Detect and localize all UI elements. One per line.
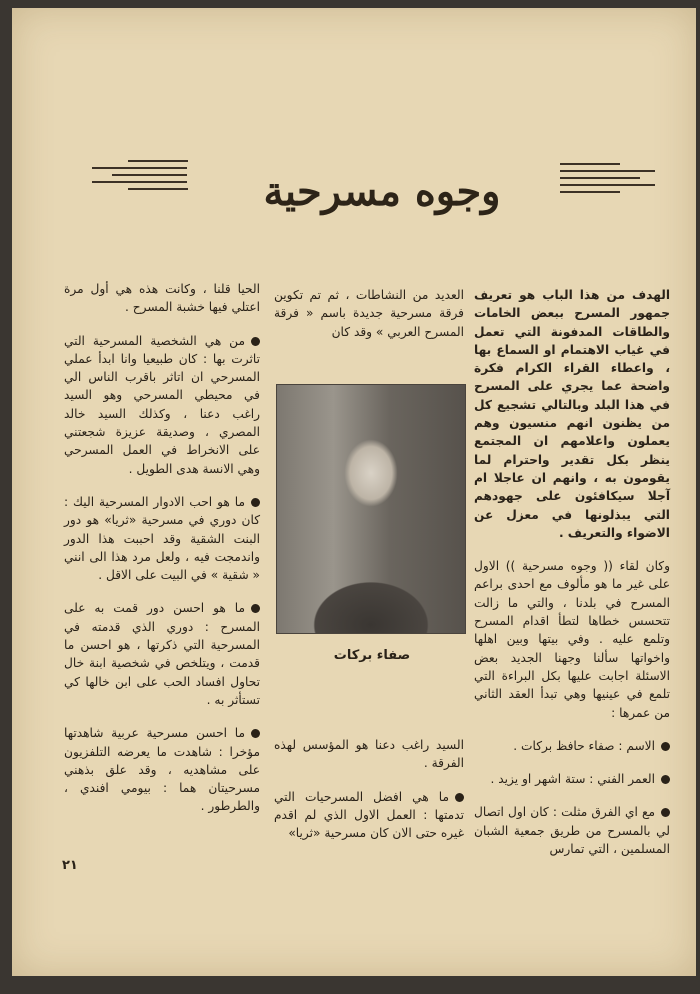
bullet-icon	[661, 808, 670, 817]
qa-name: الاسم : صفاء حافظ بركات .	[474, 737, 670, 755]
bullet-icon	[251, 498, 260, 507]
qa-troupe: مع اي الفرق مثلت : كان اول اتصال لي بالمسرح من طريق جمعية الشبان المسلمين ، التي تمارس	[474, 805, 670, 857]
page-title: وجوه مسرحية	[263, 168, 501, 215]
middle-column-bottom	[274, 736, 464, 857]
founder-text: السيد راغب دعنا هو المؤسس لهذه الفرقة .	[274, 738, 464, 771]
meeting-paragraph: وكان لقاء (( وجوه مسرحية )) الاول على غير ما هو مألوف مع احدى براعم المسرح في بلدنا ، والتي ما زالت تتحسس خطاها لتطأ اقدام المسرح وتلمع عليه . وفي بيتها وبين اهلها واخواتها سألنا وجهنا الجديد بعض الاسئلة اجابت عليها بكل البراءة التي تلمع في عينيها وهي تبدأ العقد الثاني من عمرها :	[474, 559, 670, 720]
qa-age: العمر الفني : ستة اشهر او يزيد .	[474, 770, 670, 788]
middle-top-text: العديد من النشاطات ، ثم تم تكوين فرقة مسرحية جديدة باسم « فرقة المسرح العربي » وقد كان	[274, 288, 464, 339]
photo-caption: صفاء بركات	[333, 648, 411, 663]
bullet-icon	[251, 604, 260, 613]
bullet-icon	[661, 742, 670, 751]
qa-best-role: ما هو احسن دور قمت به على المسرح : دوري الذي قدمته في المسرحية التي ذكرتها ، هو احسن ما قدمت ، ويتلخص في شخصية ابنة خال تحاول افساد الحب على ابن خالها كي تستأثر به .	[64, 601, 260, 707]
bullet-icon	[251, 729, 260, 738]
bullet-icon	[455, 793, 464, 802]
magazine-page	[12, 8, 696, 976]
qa-best-play: ما هي افضل المسرحيات التي تدمتها : العمل الاول الذي لم اقدم غيره حتى الان كان مسرحية «ثريا»	[274, 789, 464, 841]
qa-favorite-role: ما هو احب الادوار المسرحية اليك : كان دوري في مسرحية «ثريا» هو دور البنت الشقية وقد احببت هذا الدور واندمجت فيه ، ولعل مرد هذا الى انني « شقية » في البيت على الاقل .	[64, 494, 260, 583]
bullet-icon	[661, 775, 670, 784]
middle-column-top	[274, 286, 464, 356]
qa-influence: من هي الشخصية المسرحية التي تاثرت بها : كان طبيعيا وانا ابدأ عملي المسرحي ان اتاثر باقرب الناس الي في محيطي المسرحي وهو السيد راغب دعنا ، وكذلك السيد خالد المصري ، وصديقة عزيزة شجعتني على الانخراط في العمل المسرحي وهي الانسة هدى الطويل .	[64, 333, 260, 476]
intro-paragraph: الهدف من هذا الباب هو تعريف جمهور المسرح ببعض الخامات والطاقات المدفونة التي تعمل في غياب الاهتمام او السماع بها ، واعطاء القراء الكرام فكرة واضحة عما يجري على المسرح في هذا البلد وبالتالي تشجيع كل من يظنون انهم منسيون وهم يعملون واعلامهم ان المجتمع ينظر بكل تقدير واحترام لما يقومون به ، وانهم ان عاجلا ام آجلا سيكافئون على جهودهم التي يبذلونها في معزل عن الاضواء والتعريف .	[474, 288, 670, 540]
left-intro: الحيا قلنا ، وكانت هذه هي أول مرة اعتلي فيها خشبة المسرح .	[64, 282, 260, 315]
title-rules-left	[92, 160, 192, 195]
qa-arab-play: ما احسن مسرحية عربية شاهدتها مؤخرا : شاهدت ما يعرضه التلفزيون على مشاهديه ، وقد علق بذهني مسرحيتان هما : بيومي افندي ، والطرطور .	[64, 726, 260, 814]
title-rules-right	[560, 163, 660, 198]
page-number: ٢١	[62, 858, 78, 873]
right-column	[474, 286, 670, 873]
bullet-icon	[251, 337, 260, 346]
portrait-photo	[276, 384, 466, 634]
left-column	[64, 280, 260, 831]
